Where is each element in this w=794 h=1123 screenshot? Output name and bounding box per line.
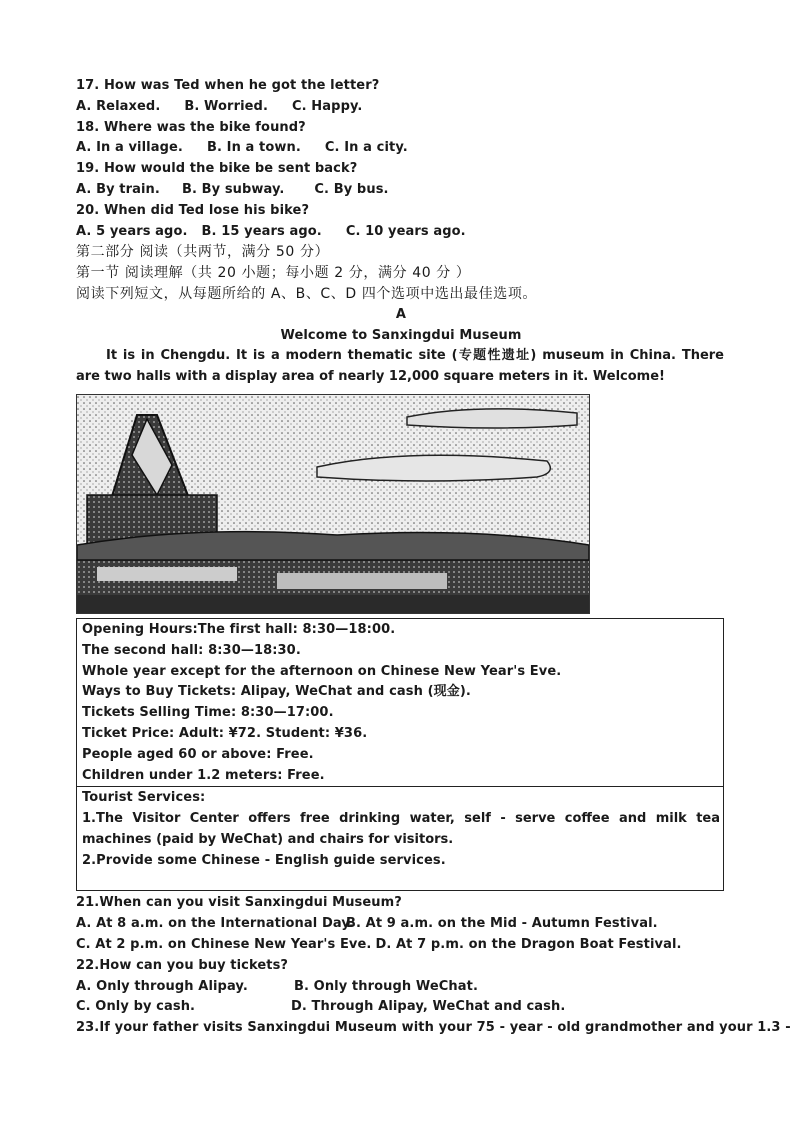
option-c: C. At 2 p.m. on Chinese New Year's Eve.	[76, 936, 372, 952]
listening-block	[76, 76, 726, 242]
option-a: A. In a village.	[76, 140, 183, 156]
instruction: 阅读下列短文，从每题所给的 A、B、C、D 四个选项中选出最佳选项。	[76, 285, 538, 302]
option-a: A. 5 years ago.	[76, 223, 188, 239]
museum-info-box	[76, 618, 724, 891]
options-21-row1	[76, 914, 726, 935]
section1-title: 第一节 阅读理解（共 20 小题；每小题 2 分，满分 40 分 ）	[76, 265, 471, 282]
passage-letter: A	[395, 306, 407, 322]
option-b: B. Only through WeChat.	[294, 978, 479, 994]
option-a: A. Only through Alipay.	[76, 978, 248, 994]
option-a: A. At 8 a.m. on the International Day.	[76, 916, 354, 932]
service-2: 2.Provide some Chinese - English guide services.	[82, 852, 446, 868]
tourist-services	[77, 786, 723, 890]
question-23: 23.If your father visits Sanxingdui Museum with your 75 - year - old grandmother and your 1.3 -	[76, 1020, 791, 1036]
opening-hours: Opening Hours:The first hall: 8:30—18:00.	[82, 621, 396, 637]
option-b: B. 15 years ago.	[201, 223, 322, 239]
question-21: 21.When can you visit Sanxingdui Museum?	[76, 895, 402, 911]
museum-photo	[76, 394, 590, 614]
option-b: B. At 9 a.m. on the Mid - Autumn Festival.	[346, 916, 658, 932]
options-18	[76, 138, 726, 159]
option-d: D. At 7 p.m. on the Dragon Boat Festival.	[375, 936, 682, 952]
ticket-price: Ticket Price: Adult: ¥72. Student: ¥36.	[82, 725, 368, 741]
options-21-row2	[76, 935, 726, 956]
option-a: A. By train.	[76, 181, 160, 197]
option-c: C. Happy.	[292, 98, 363, 114]
services-title: Tourist Services:	[82, 790, 206, 806]
museum-photo-drawing	[77, 395, 589, 613]
option-b: B. In a town.	[206, 140, 301, 156]
option-c: C. Only by cash.	[76, 999, 196, 1015]
option-c: C. By bus.	[314, 181, 389, 197]
ticket-time: Tickets Selling Time: 8:30—17:00.	[82, 705, 334, 721]
reading-questions	[76, 893, 791, 1039]
children-free: Children under 1.2 meters: Free.	[82, 767, 325, 783]
option-a: A. Relaxed.	[76, 98, 161, 114]
options-22-row1	[76, 977, 726, 998]
part2-title: 第二部分 阅读（共两节，满分 50 分）	[76, 244, 330, 261]
options-22-row2	[76, 997, 726, 1018]
question-19: 19. How would the bike be sent back?	[76, 161, 358, 177]
service-1: 1.The Visitor Center offers free drinking water, self - serve coffee and milk tea machines (paid by WeChat) and chairs for visitors.	[82, 811, 720, 847]
second-hall-hours: The second hall: 8:30—18:30.	[82, 642, 301, 658]
option-c: C. In a city.	[324, 140, 408, 156]
passage-title: Welcome to Sanxingdui Museum	[280, 327, 522, 343]
elderly-free: People aged 60 or above: Free.	[82, 746, 314, 762]
passage-intro: It is in Chengdu. It is a modern thematic site (专题性遗址) museum in China. There are two halls with a display area of nearly 12,000 square meters in it. Welcome!	[76, 348, 724, 385]
opening-info	[77, 619, 723, 786]
option-c: C. 10 years ago.	[345, 223, 466, 239]
exam-page	[76, 76, 791, 1039]
question-22: 22.How can you buy tickets?	[76, 957, 289, 973]
ticket-ways: Ways to Buy Tickets: Alipay, WeChat and cash (现金).	[82, 684, 471, 700]
question-18: 18. Where was the bike found?	[76, 119, 306, 135]
option-b: B. By subway.	[181, 181, 285, 197]
options-17	[76, 97, 726, 118]
question-20: 20. When did Ted lose his bike?	[76, 202, 310, 218]
option-d: D. Through Alipay, WeChat and cash.	[291, 999, 566, 1015]
open-days: Whole year except for the afternoon on Chinese New Year's Eve.	[82, 663, 562, 679]
question-17: 17. How was Ted when he got the letter?	[76, 78, 380, 93]
option-b: B. Worried.	[184, 98, 268, 114]
options-19	[76, 180, 726, 201]
options-20	[76, 222, 726, 243]
